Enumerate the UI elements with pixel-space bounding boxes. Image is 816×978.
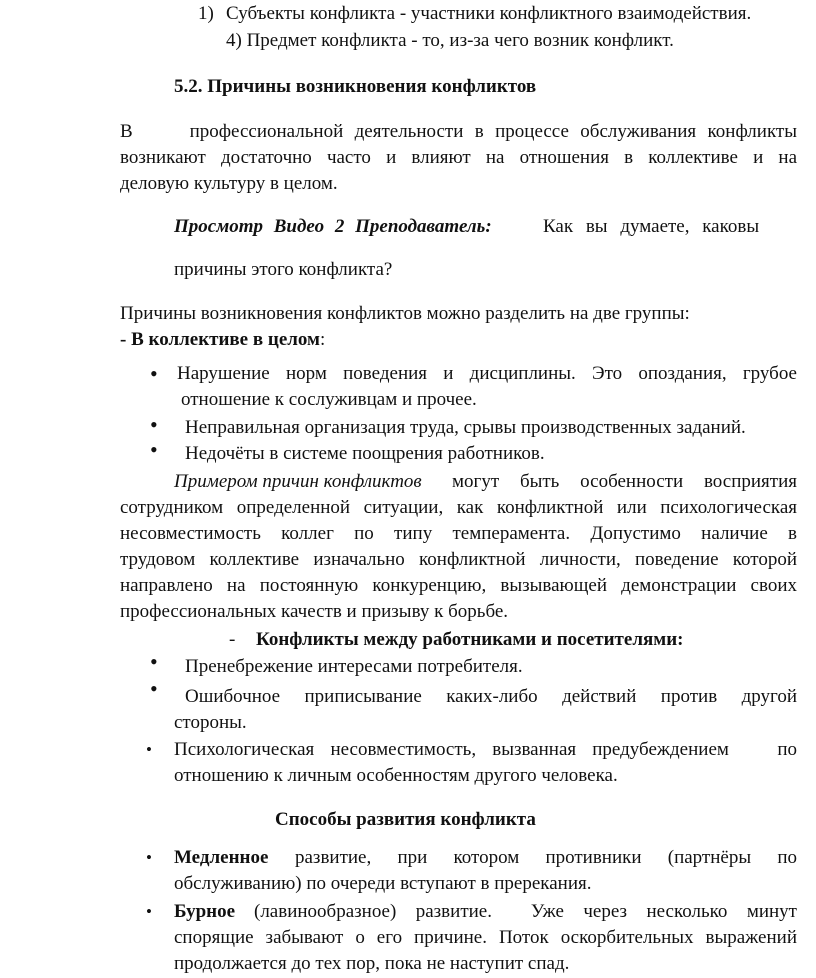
section-heading-causes: 5.2. Причины возникновения конфликтов: [174, 76, 537, 97]
development-rapid-term: [174, 900, 235, 924]
bullet-icon: •: [150, 676, 158, 701]
development-slow-line-a: развитие, при котором противники (партнёры по: [295, 847, 797, 868]
example-line-c: несовместимость коллег по типу темперамента. Допустимо наличие в: [120, 523, 797, 544]
bullet-icon: •: [150, 361, 158, 386]
conflict-cause-3a: Психологическая несовместимость, вызванная предубеждением по: [174, 739, 797, 760]
group-1-label: - В коллективе в целом: [120, 329, 321, 350]
example-label: Примером причин конфликтов: [174, 471, 422, 492]
example-line-f: профессиональных качеств и призыву к борьбе.: [120, 601, 509, 622]
video-question: Как вы думаете, каковы: [543, 216, 760, 237]
development-rapid-line-a: (лавинообразное) развитие. Уже через несколько минут: [254, 901, 797, 922]
paragraph-line-1: В профессиональной деятельности в процессе обслуживания конфликты: [120, 121, 797, 142]
bullet-text-2: Неправильная организация труда, срывы производственных заданий.: [185, 417, 746, 438]
bullet-icon: •: [150, 412, 158, 437]
paragraph-line-2: возникают достаточно часто и влияют на отношения в коллективе и на: [120, 147, 797, 168]
development-rapid-line-c: продолжается до тех пор, пока не наступит спад.: [174, 953, 570, 974]
video-label: Просмотр Видео 2 Преподаватель:: [174, 216, 492, 237]
groups-intro: Причины возникновения конфликтов можно разделить на две группы:: [120, 303, 690, 324]
example-line-b: сотрудником определенной ситуации, как конфликтной или психологическая: [120, 497, 797, 518]
development-slow-term: [174, 846, 268, 870]
bullet-icon: •: [150, 649, 158, 674]
video-question-cont: причины этого конфликта?: [174, 259, 393, 280]
group-2-heading: Конфликты между работниками и посетителями:: [256, 629, 684, 650]
rapid-term-bold: Бурное: [174, 901, 236, 922]
bullet-icon: •: [146, 740, 152, 759]
bullet-text-1b: отношение к сослуживцам и прочее.: [181, 389, 477, 410]
group-1-heading: [120, 328, 325, 352]
bullet-icon: •: [150, 437, 158, 462]
bullet-icon: •: [146, 902, 152, 921]
bullet-icon: •: [146, 848, 152, 867]
bullet-text-3: Недочёты в системе поощрения работников.: [185, 443, 545, 464]
example-line-d: трудовом коллективе изначально конфликтной личности, поведение которой: [120, 549, 797, 570]
development-slow-line-b: обслуживанию) по очереди вступают в пререкания.: [174, 873, 592, 894]
conflict-cause-3b: отношению к личным особенностям другого человека.: [174, 765, 618, 786]
example-line-e: направлено на постоянную конкуренцию, вызывающей демонстрации своих: [120, 575, 797, 596]
conflict-cause-1: Пренебрежение интересами потребителя.: [185, 656, 523, 677]
group-1-colon: :: [320, 329, 326, 350]
bullet-text-1a: Нарушение норм поведения и дисциплины. Это опоздания, грубое: [177, 363, 797, 384]
section-heading-development: Способы развития конфликта: [275, 809, 536, 830]
text-line-subject-matter: 4) Предмет конфликта - то, из-за чего возник конфликт.: [226, 30, 674, 51]
conflict-cause-2b: стороны.: [174, 712, 247, 733]
development-rapid-line-b: спорящие забывают о его причине. Поток оскорбительных выражений: [174, 927, 797, 948]
group-2-dash: -: [229, 629, 236, 650]
text-line-subjects: Субъекты конфликта - участники конфликтного взаимодействия.: [226, 3, 752, 24]
paragraph-line-3: деловую культуру в целом.: [120, 173, 338, 194]
list-number-1: 1): [198, 3, 214, 24]
conflict-cause-2a: Ошибочное приписывание каких-либо действий против другой: [185, 686, 797, 707]
slow-term-bold: Медленное: [174, 847, 269, 868]
example-line-a: могут быть особенности восприятия: [452, 471, 797, 492]
